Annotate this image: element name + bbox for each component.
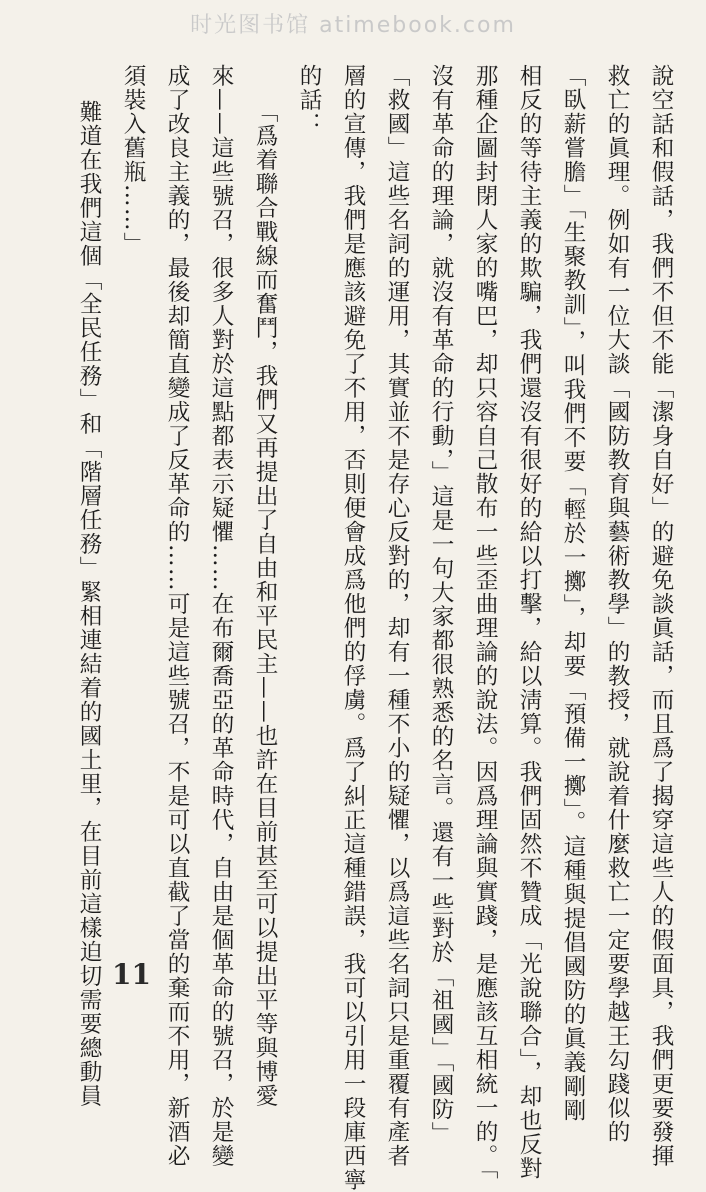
page-number: 11	[112, 958, 151, 991]
quote-column: 須裝入舊瓶……」	[120, 64, 146, 256]
text-column: 「臥薪嘗膽」「生聚教訓」，叫我們不要「輕於一擲」，却要「預備一擲」。這種與提倡國防的眞義剛剛	[560, 64, 586, 1123]
quote-column: 來——這些號召，很多人對於這點都表示疑懼……在布爾喬亞的革命時代，自由是個革命的號召，於是變	[208, 64, 234, 1168]
text-column: 的話：	[296, 64, 322, 136]
watermark-text: 时光图书馆 atimebook.com	[190, 13, 516, 38]
quote-column: 「爲着聯合戰線而奮鬥，我們又再提出了自由和平民主——也許在目前甚至可以提出平等與博愛	[252, 100, 278, 1108]
text-column: 那種企圖封閉人家的嘴巴，却只容自己散布一些歪曲理論的說法。因爲理論與實踐，是應該互相統一的。「	[472, 64, 498, 1181]
text-column: 沒有革命的理論，就沒有革命的行動，」這是一句大家都很熟悉的名言。還有一些對於「祖國」「國防」	[428, 64, 454, 1146]
text-column: 難道在我們這個「全民任務」和「階層任務」緊相連結着的國土里，在目前這樣迫切需要總動員	[76, 100, 102, 1108]
text-column: 「救國」這些名詞的運用，其實並不是存心反對的，却有一種不小的疑懼，以爲這些名詞只是重覆有產者	[384, 64, 410, 1168]
text-column: 說空話和假話，我們不但不能「潔身自好」的避免談眞話，而且爲了揭穿這些人的假面具，我們更要發揮	[648, 64, 674, 1168]
text-column: 層的宣傳，我們是應該避免了不用，否則便會成爲他們的俘虜。爲了糾正這種錯誤，我可以引用一段庫西寧	[340, 64, 366, 1192]
text-column: 相反的等待主義的欺騙，我們還沒有很好的給以打擊，給以淸算。我們固然不贊成「光說聯合」，却也反對	[516, 64, 542, 1181]
quote-column: 成了改良主義的，最後却簡直變成了反革命的……可是這些號召，不是可以直截了當的棄而不用，新酒必	[164, 64, 190, 1168]
text-column: 救亡的眞理。例如有一位大談「國防教育與藝術教學」的教授，就說着什麼救亡一定要學越王勾踐似的	[604, 64, 630, 1144]
